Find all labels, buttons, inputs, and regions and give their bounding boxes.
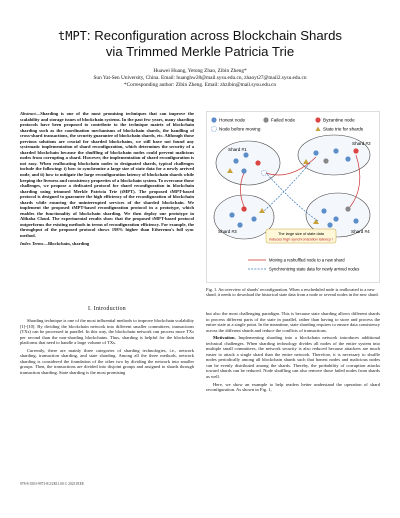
shard-1-region	[216, 141, 280, 185]
honest-node-icon	[333, 216, 338, 221]
abstract	[20, 111, 194, 248]
abstract-text: —Sharding is one of the most promising techniques that can improve the scalability and storage issues of blockchain systems. In the past few years, many sharding protocols have been proposed to contribute to the technique matrix of blockchain sharding such as the coordination mechanisms of blockchain shards, the handling of cross-shard transactions, the security guarantee of blockchain shards, etc. Although those previous solutions are crucial for sharded blockchains, we still have not found any systematic implementation of shard reconfiguration, which determines the security of a sharded blockchain because the shuffling of blockchain nodes could prevent malicious nodes from corrupting a shard. However, the implementation of shard reconfiguration is not easy. When reallocating blockchain nodes to designated shards, typical challenges include the following: i) how to synchronize a large size of state data for a newly arrived node, and ii) how to mitigate the large reconfiguration latency of blockchain shards while keeping the liveness and consistency properties of a blockchain system. To overcome those challenges, we propose a dedicated protocol for shard reconfiguration in blockchain sharding using trimmed Merkle Patricia Trie (tMPT). The proposed tMPT-based protocol is designed to guarantee the high efficiency of the reconfiguration of blockchain shards while ensuring the uninterrupted services of the sharded blockchain. We implement the proposed tMPT-based reconfiguration protocol in a prototype, which enables the functionality of blockchain sharding. We then deploy our prototype in Alibaba Cloud. The experimental results show that the proposed tMPT-based protocol outperforms the existing methods in terms of reconfiguration efficiency. For example, the throughput of the proposed protocol shows 198% higher than Ethereum's full sync method.	[20, 111, 195, 239]
abstract-paragraph	[20, 111, 194, 239]
section-heading-introduction: I. Introduction	[88, 306, 126, 312]
failed-node-icon	[263, 117, 268, 122]
honest-node-icon	[251, 216, 256, 221]
node-before-moving-icon	[211, 126, 216, 131]
honest-node-icon	[333, 148, 338, 153]
state-note-line2: induces high synchronization latency !	[269, 237, 333, 242]
legend-before: Node before moving	[219, 126, 261, 132]
index-terms	[20, 241, 194, 247]
shard-2-label: Shard #2	[352, 141, 371, 146]
honest-node-icon	[241, 168, 246, 173]
shard-3-label: Shard #3	[218, 229, 237, 234]
honest-node-icon	[327, 222, 332, 227]
paper-title	[20, 28, 380, 60]
right-paragraph-0: but also the most challenging paradigm. This is because state sharding allows different shards to process different parts of the state in parallel, rather than having to store and process the entire state at a single point. In the meantime, state sharding requires to ensure data consistency across the different shards and reduce the conflicts of transactions.	[206, 311, 380, 333]
honest-node-icon	[313, 150, 318, 155]
byzantine-node-icon	[315, 117, 320, 122]
motivation-text: Implementing sharding into a blockchain network introduces additional technical challenges. When sharding technology divides all nodes of the entire system into multiple small committees, the network security is also reduced because attackers are much easier to attack a single shard than the entire network. Therefore, it is necessary to shuffle nodes periodically among all blockchain shards such that honest nodes and malicious nodes can be evenly distributed among the shards. Thereby, the probability of corruption attacks toward shards can be reduced. Node shuffling can also remove those failed nodes from shards as well.	[206, 335, 380, 380]
legend-sync-arrow: Synchronizing state data for newly arrived nodes	[269, 266, 360, 272]
index-terms-text: —Blockchain, sharding	[43, 240, 90, 246]
index-terms-label: Index Terms	[20, 240, 44, 246]
shard-1-label: Shard #1	[228, 147, 247, 152]
legend-moving-arrow: Moving a reshuffled node to a new shard	[269, 257, 345, 263]
moved-node-ghost-icon	[261, 170, 266, 175]
honest-node-icon	[211, 117, 216, 122]
failed-node-icon	[323, 158, 328, 163]
honest-node-icon	[237, 222, 242, 227]
honest-node-icon	[243, 152, 248, 157]
motivation-paragraph	[206, 335, 380, 379]
author-block	[40, 68, 360, 89]
intro-paragraph-1: Sharding technique is one of the most influential methods to improve blockchain scalability [1]-[10]. By dividing the blockchain network into different smaller committees, transactions (TXs) can be processed in parallel. In this way, the blockchain network can process more TXs per second than the non-sharding blockchains. Thus, sharding is helpful for the blockchain platforms that need to handle a large volume of TXs.	[20, 318, 194, 346]
legend-failed: Failed node	[271, 117, 296, 123]
figure-shard-reconfiguration	[206, 111, 380, 283]
right-column-body	[206, 311, 380, 395]
legend-state: State trie for shards	[323, 126, 364, 132]
state-note-line1: The large size of state data	[278, 232, 324, 236]
shard-4-label: Shard #4	[351, 229, 370, 234]
intro-paragraph-2: Currently, there are mainly three categories of sharding technologies, i.e., network sharding, transaction sharding, and state sharding. Among all the three methods, network sharding is considered the foundation of the other two by dividing the network into smaller groups. Then, the transactions are divided into disjoint groups and assigned to shards through transaction sharding. State sharding is the most promising	[20, 347, 194, 375]
abstract-label: Abstract	[20, 111, 36, 116]
byzantine-node-icon	[255, 160, 260, 165]
legend-byzantine: Byzantine node	[323, 117, 355, 123]
introduction-body	[20, 318, 194, 377]
title-system-name: tMPT	[58, 29, 87, 43]
title-line1: : Reconfiguration across Blockchain Shards	[86, 28, 342, 43]
honest-node-icon	[229, 212, 234, 217]
byzantine-node-icon	[353, 148, 358, 153]
figure-caption: Fig. 1. An overview of shards' reconfiguration. When a rescheduled node is reallocated to a new shard, it needs to download the historical state data from a node or several nodes in the new shard.	[206, 287, 379, 298]
failed-node-icon	[345, 206, 350, 211]
author-names: Huawei Huang, Yetong Zhao, Zibin Zheng*	[153, 68, 247, 74]
title-line2: via Trimmed Merkle Patricia Trie	[105, 44, 295, 59]
honest-node-icon	[233, 158, 238, 163]
motivation-label: Motivation.	[213, 335, 236, 341]
honest-node-icon	[353, 218, 358, 223]
honest-node-icon	[345, 156, 350, 161]
footer-copyright: 978-8-3503-9973-8/23/$31.00 © 2023 IEEE	[20, 482, 85, 486]
affiliation: Sun Yat-Sen University, China. Email: huanghw28@mail.sysu.edu.cn, zhaoyt27@mail2.sysu.edu.cn	[93, 75, 307, 81]
right-paragraph-2: Here, we show an example to help readers better understand the operation of shard reconfiguration. As shown in Fig. 1,	[206, 381, 380, 393]
honest-node-icon	[321, 208, 326, 213]
legend-honest: Honest node	[219, 117, 246, 123]
corresponding-author: *Corresponding author: Zibin Zheng. Email: zhzibin@mail.sysu.edu.cn	[123, 82, 277, 88]
